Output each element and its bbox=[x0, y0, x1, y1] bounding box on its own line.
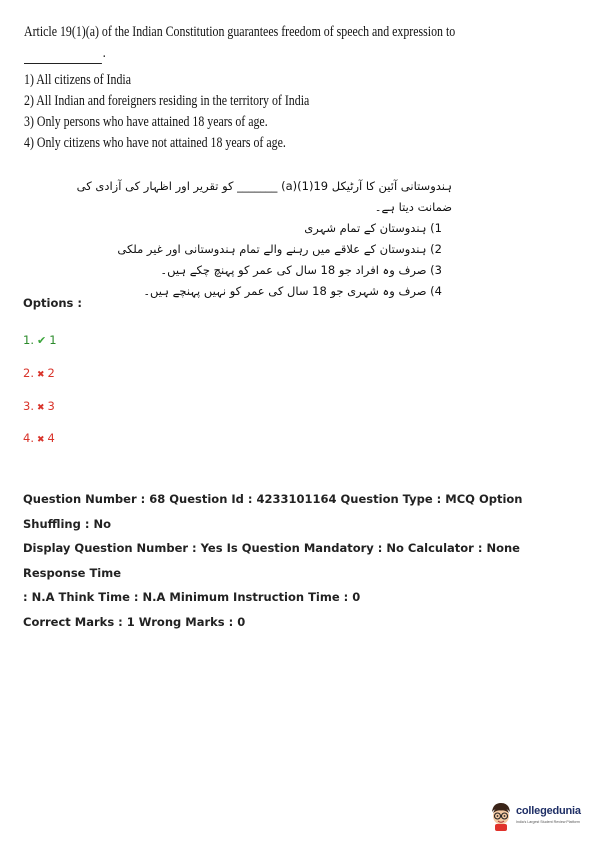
option-value: 4 bbox=[47, 431, 55, 445]
answer-option-4 bbox=[23, 431, 55, 445]
option-value: 1 bbox=[49, 333, 57, 347]
cross-icon: ✖ bbox=[36, 370, 45, 380]
meta-line-1: Question Number : 68 Question Id : 4233101164 Question Type : MCQ Option Shuffling : No bbox=[23, 492, 523, 531]
question-urdu bbox=[72, 176, 452, 302]
check-icon: ✔ bbox=[36, 334, 47, 347]
option-value: 3 bbox=[47, 399, 55, 413]
brand-tagline: India's Largest Student Review Platform bbox=[516, 820, 580, 824]
question-english bbox=[24, 22, 467, 154]
brand-name: collegedunia bbox=[516, 805, 581, 817]
option-value: 2 bbox=[47, 366, 55, 380]
marks-line: Correct Marks : 1 Wrong Marks : 0 bbox=[23, 614, 246, 629]
option-en-4: 4) Only citizens who have not attained 18 years of age. bbox=[24, 135, 286, 151]
blank-suffix: . bbox=[102, 45, 106, 61]
option-number: 2. bbox=[23, 366, 34, 380]
collegedunia-logo bbox=[489, 802, 589, 836]
question-text: Article 19(1)(a) of the Indian Constitution guarantees freedom of speech and expression to bbox=[24, 24, 456, 40]
option-ur-2: 2) ہندوستان کے علاقے میں رہنے والے تمام ہندوستانی اور غیر ملکی bbox=[117, 242, 442, 256]
option-number: 1. bbox=[23, 333, 34, 347]
cross-icon: ✖ bbox=[36, 403, 45, 413]
option-ur-1: 1) ہندوستان کے تمام شہری bbox=[304, 221, 442, 235]
question-metadata bbox=[23, 487, 578, 634]
answer-option-2 bbox=[23, 366, 55, 380]
options-heading: Options : bbox=[23, 296, 82, 310]
question-text-urdu: ہندوستانی آئین کا آرٹیکل 19(1)(a) _______ کو تقریر اور اظہار کی آزادی کی ضمانت دیتا ہے۔ bbox=[76, 179, 452, 214]
option-en-3: 3) Only persons who have attained 18 years of age. bbox=[24, 114, 268, 130]
option-ur-4: 4) صرف وہ شہری جو 18 سال کی عمر کو نہیں پہنچے ہیں۔ bbox=[143, 284, 442, 298]
meta-line-2: Display Question Number : Yes Is Question Mandatory : No Calculator : None Response Time bbox=[23, 541, 520, 580]
option-ur-3: 3) صرف وہ افراد جو 18 سال کی عمر کو پہنچ چکے ہیں۔ bbox=[160, 263, 442, 277]
answer-blank bbox=[24, 43, 467, 70]
answer-option-3 bbox=[23, 399, 55, 413]
blank-line bbox=[24, 53, 102, 64]
answer-option-1 bbox=[23, 333, 57, 347]
meta-line-3: : N.A Think Time : N.A Minimum Instruction Time : 0 bbox=[23, 590, 361, 604]
option-number: 3. bbox=[23, 399, 34, 413]
option-en-1: 1) All citizens of India bbox=[24, 72, 131, 88]
option-number: 4. bbox=[23, 431, 34, 445]
mascot-icon bbox=[489, 802, 513, 832]
option-en-2: 2) All Indian and foreigners residing in the territory of India bbox=[24, 93, 310, 109]
cross-icon: ✖ bbox=[36, 435, 45, 445]
